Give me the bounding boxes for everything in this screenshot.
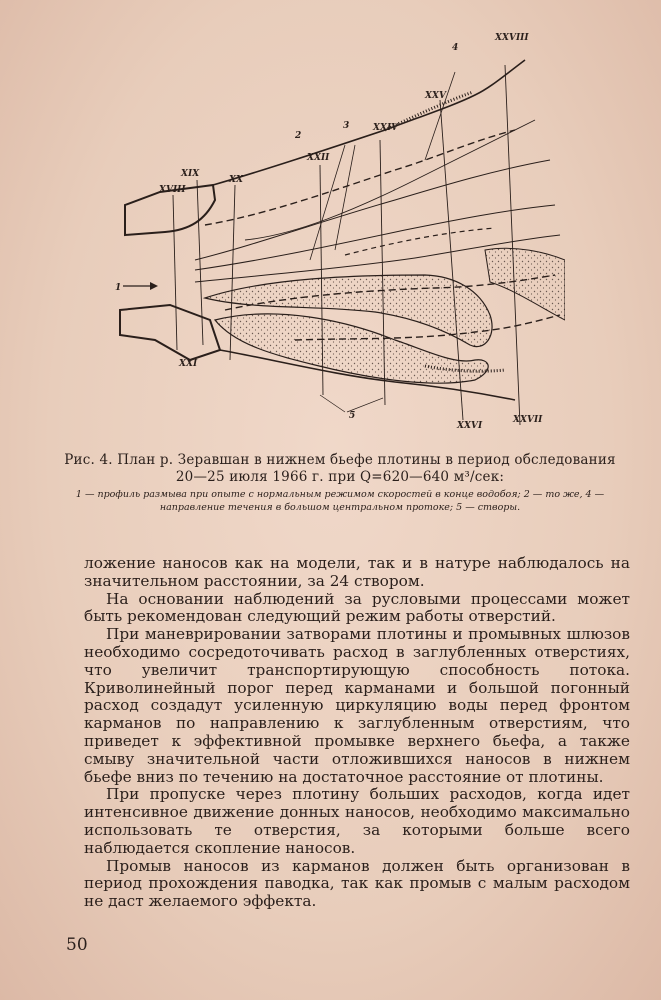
- paragraph-4: При пропуске через плотину больших расходов, когда идет интенсивное движение донных наносов, необходимо максимально использовать те отверстия, за которыми больше всего наблюдается скопление наносов.: [84, 785, 630, 857]
- river-plan-figure: [95, 20, 565, 430]
- section-XX: XX: [229, 175, 243, 185]
- figure-caption-notes: 1 — профиль размыва при опыте с нормальным режимом скоростей в конце водобоя; 2 — то же, 4 — направление течения в большом центральном протоке; 5 — створы.: [75, 489, 605, 513]
- figure-caption-title: Рис. 4. План р. Зеравшан в нижнем бьефе плотины в период обследования 20—25 июля 1966 г. при Q=620—640 м³/сек:: [64, 452, 616, 485]
- label-3: 3: [343, 121, 350, 131]
- section-XXV: XXV: [425, 91, 446, 101]
- body-text: [84, 555, 630, 911]
- sandbar-right: [485, 248, 565, 320]
- page-number: 50: [66, 935, 88, 955]
- section-XVIII: XVIII: [159, 185, 186, 195]
- section-XXVIII: XXVIII: [495, 33, 529, 43]
- section-line: [197, 180, 203, 345]
- dam-lower: [120, 305, 220, 360]
- scour-profile: [345, 228, 495, 255]
- channel-line: [245, 120, 535, 240]
- section-XXIV: XXIV: [373, 123, 399, 133]
- section-XXII: XXII: [307, 153, 330, 163]
- label-1: 1: [115, 283, 122, 293]
- section-XIX: XIX: [181, 169, 200, 179]
- bank-top: [213, 60, 525, 185]
- river-plan-drawing: [95, 20, 565, 430]
- section-XXVII: XXVII: [513, 415, 543, 425]
- label-4: 4: [452, 43, 459, 53]
- section-line: [173, 195, 177, 350]
- label-5: 5: [349, 411, 356, 421]
- section-XXVI: XXVI: [457, 421, 483, 430]
- section-line: [505, 65, 520, 425]
- paragraph-5: Промыв наносов из карманов должен быть организован в период прохождения паводка, так как промыв с малым расходом не даст желаемого эффекта.: [84, 856, 630, 911]
- paragraph-3: При маневрировании затворами плотины и промывных шлюзов необходимо сосредоточивать расход в заглубленных отверстиях, что увеличит транспортирующую способность потока. Криволинейный порог перед карманами и большой погонный расход создадут усиленную циркуляцию воды перед фронтом карманов по направлению к заглубленным отверстиям, что приведет к эффективной промывке верхнего бьефа, а также смыву значительной части отложившихся наносов в нижнем бьефе вниз по течению на достаточное расстояние от плотины.: [84, 625, 630, 786]
- label-2: 2: [295, 131, 302, 141]
- paragraph-2: На основании наблюдений за русловыми процессами может быть рекомендован следующий режим работы отверстий.: [84, 589, 630, 626]
- paragraph-1: ложение наносов как на модели, так и в натуре наблюдалось на значительном расстоянии, за 24 створом.: [84, 554, 630, 590]
- section-XXI: XXI: [179, 359, 198, 369]
